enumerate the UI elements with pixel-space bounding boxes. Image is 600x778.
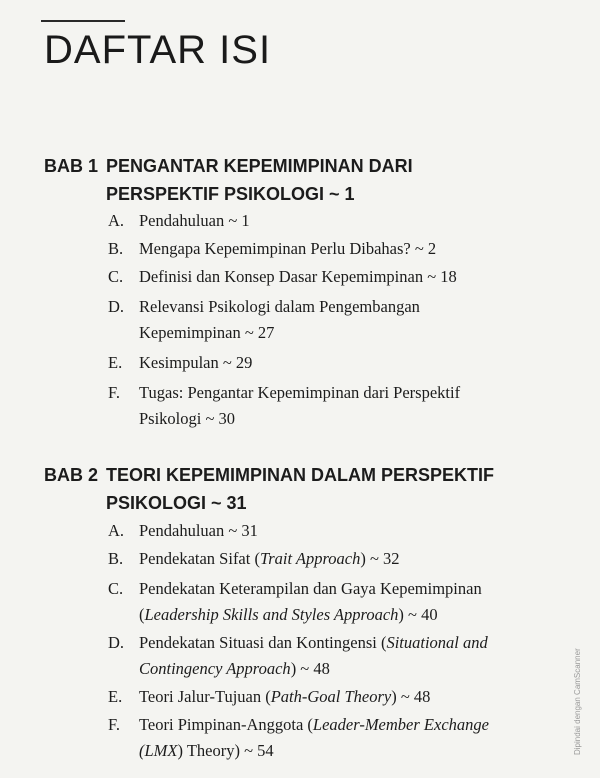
entry-segment: Teori Jalur-Tujuan ( [139, 687, 271, 706]
entry-segment: ) ~ 48 [290, 659, 330, 678]
chapter-title-line: PERSPEKTIF PSIKOLOGI ~ 1 [106, 184, 355, 204]
entry-segment: ) ~ 48 [391, 687, 431, 706]
chapter-title [106, 152, 576, 208]
entry-letter: D. [108, 297, 125, 316]
entry-letter: A. [108, 211, 125, 230]
entry-text [139, 576, 559, 628]
entry-text: Mengapa Kepemimpinan Perlu Dibahas? ~ 2 [139, 239, 437, 258]
entry-segment: ) Theory) ~ 54 [177, 741, 274, 760]
entry-italic: Leader-Member Exchange [312, 715, 489, 734]
entry-italic: Trait Approach [259, 549, 361, 568]
entry-italic: Situational and [386, 633, 488, 652]
entry-italic: Path-Goal Theory [270, 687, 392, 706]
entry-segment: Pendekatan Sifat ( [139, 549, 260, 568]
chapter-number: BAB 2 [44, 465, 99, 485]
entry-italic: LMX [144, 741, 178, 760]
entry-letter: B. [108, 239, 124, 258]
entry-letter: F. [108, 383, 120, 402]
entry-letter: C. [108, 579, 124, 598]
entry-italic: Leadership Skills and Styles Approach [144, 605, 399, 624]
entry-segment: Teori Pimpinan-Anggota ( [139, 715, 313, 734]
entry-line: Kepemimpinan ~ 27 [139, 323, 275, 342]
entry-text [139, 546, 559, 572]
entry-text: Definisi dan Konsep Dasar Kepemimpinan ~ 18 [139, 267, 457, 286]
scanner-watermark: Dipindai dengan CamScanner [573, 648, 582, 755]
entry-line: Psikologi ~ 30 [139, 409, 236, 428]
entry-segment: ) ~ 32 [360, 549, 400, 568]
entry-letter: E. [108, 353, 123, 372]
entry-line: Tugas: Pengantar Kepemimpinan dari Perspektif [139, 383, 461, 402]
entry-segment: ( [139, 605, 145, 624]
page-title: DAFTAR ISI [44, 28, 272, 72]
entry-text: Pendahuluan ~ 1 [139, 211, 250, 230]
entry-line: Pendekatan Keterampilan dan Gaya Kepemimpinan [139, 579, 482, 598]
entry-italic: ( [139, 741, 145, 760]
chapter-title-line: PSIKOLOGI ~ 31 [106, 493, 247, 513]
chapter-title-line: TEORI KEPEMIMPINAN DALAM PERSPEKTIF [106, 465, 495, 485]
entry-letter: F. [108, 715, 120, 734]
entry-letter: E. [108, 687, 123, 706]
entry-text: Kesimpulan ~ 29 [139, 353, 253, 372]
entry-text: Pendahuluan ~ 31 [139, 521, 258, 540]
entry-line: Relevansi Psikologi dalam Pengembangan [139, 297, 420, 316]
entry-segment: Pendekatan Situasi dan Kontingensi ( [139, 633, 387, 652]
entry-segment: ) ~ 40 [398, 605, 438, 624]
chapter-title [106, 461, 576, 517]
chapter-number: BAB 1 [44, 156, 99, 176]
entry-letter: D. [108, 633, 125, 652]
entry-text [139, 380, 559, 432]
entry-italic: Contingency Approach [139, 659, 291, 678]
entry-text [139, 684, 559, 710]
entry-letter: B. [108, 549, 124, 568]
entry-text [139, 294, 559, 346]
chapter-title-line: PENGANTAR KEPEMIMPINAN DARI [106, 156, 413, 176]
title-rule [41, 20, 125, 22]
entry-letter: A. [108, 521, 125, 540]
entry-letter: C. [108, 267, 124, 286]
entry-text [139, 630, 559, 682]
entry-text [139, 712, 559, 764]
